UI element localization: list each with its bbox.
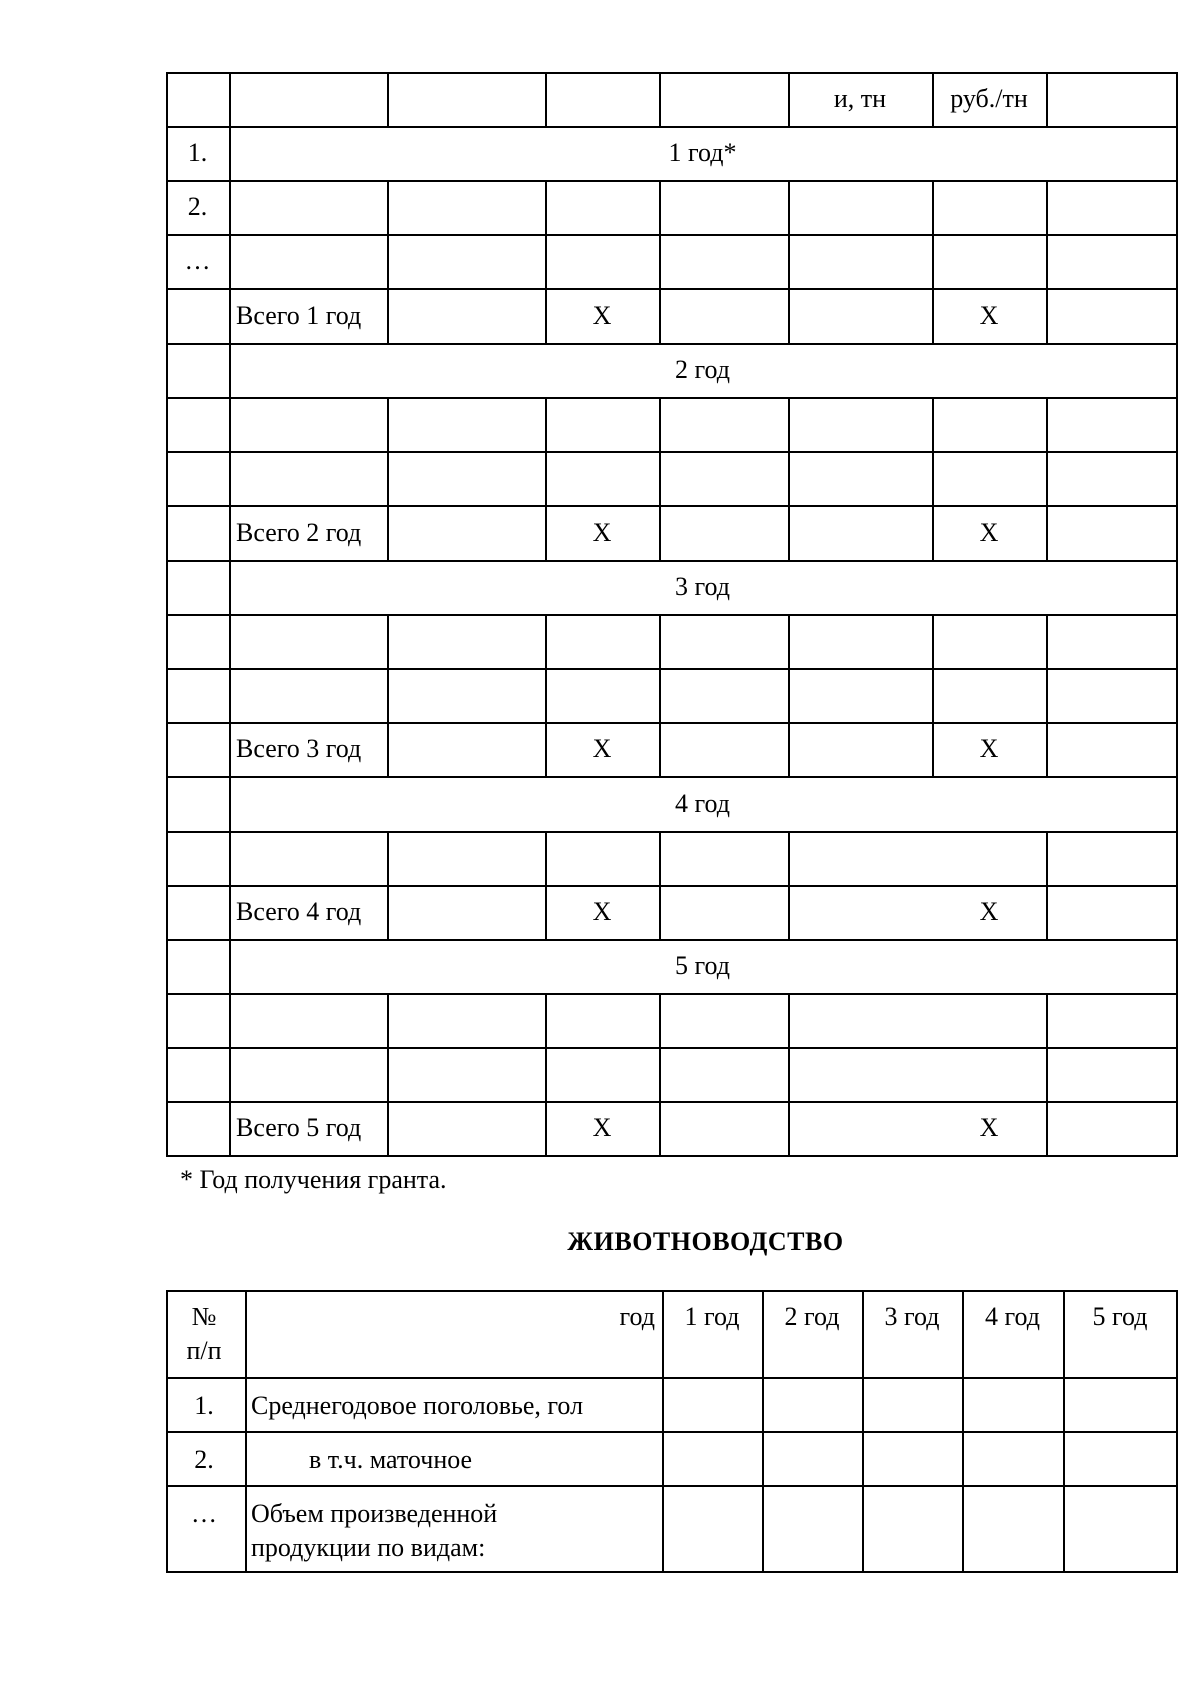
table-rule (1046, 72, 1048, 128)
table-rule (788, 234, 790, 290)
section-title: ЖИВОТНОВОДСТВО (567, 1227, 844, 1256)
table-rule (788, 451, 790, 507)
table-rule (788, 1047, 790, 1103)
table-rule (788, 993, 790, 1049)
table-rule (788, 288, 790, 345)
table-rule (387, 234, 389, 290)
table-rule (166, 668, 1178, 670)
table-rule (166, 1047, 1178, 1049)
table-rule (788, 614, 790, 670)
table-rule (659, 1047, 661, 1103)
table-rule (1176, 72, 1178, 1157)
table-rule (659, 234, 661, 290)
table-rule (1046, 668, 1048, 724)
table-rule (387, 72, 389, 128)
row-label-line-1: Объем произведенной (251, 1499, 498, 1528)
x-mark: Х (979, 734, 999, 763)
table-rule (788, 180, 790, 236)
table-rule (659, 397, 661, 453)
table-rule (1046, 885, 1048, 941)
table-rule (387, 614, 389, 670)
table-rule (1046, 1101, 1048, 1157)
row-number: 1. (187, 138, 208, 167)
table-rule (1046, 288, 1048, 345)
table-rule (166, 1155, 1178, 1157)
table-rule (659, 831, 661, 887)
x-mark: Х (979, 300, 999, 330)
x-mark: Х (592, 300, 612, 330)
table-rule (545, 1047, 547, 1103)
total-row-label: Всего 3 год (236, 734, 362, 763)
table-rule (166, 831, 1178, 833)
table-rule (387, 831, 389, 887)
year-column-1: 1 год (684, 1302, 740, 1331)
table-rule (545, 72, 547, 128)
table-rule (1046, 614, 1048, 670)
table-rule (788, 1101, 790, 1157)
table-rule (1046, 180, 1048, 236)
year-column-4: 4 год (985, 1302, 1040, 1331)
x-mark: Х (592, 734, 612, 763)
table-rule (245, 1290, 247, 1573)
table-rule (166, 1571, 1178, 1573)
table-rule (1046, 505, 1048, 562)
year-section-header: 2 год (675, 355, 730, 384)
table-rule (387, 451, 389, 507)
x-mark: Х (592, 897, 612, 926)
table-rule (1046, 993, 1048, 1049)
table-rule (545, 234, 547, 290)
label-header-year: год (619, 1302, 655, 1331)
table-rule (962, 1290, 964, 1573)
table-rule (659, 722, 661, 778)
table-rule (659, 885, 661, 941)
table-rule (387, 1047, 389, 1103)
year-section-header: 4 год (675, 788, 730, 818)
table-rule (1176, 1290, 1178, 1573)
table-rule (166, 451, 1178, 453)
table-rule (166, 1290, 1178, 1292)
year-section-header: 1 год* (668, 138, 737, 167)
table-rule (659, 668, 661, 724)
year-section-header: 5 год (675, 951, 730, 980)
total-row-label: Всего 1 год (236, 300, 362, 330)
table-rule (1046, 1047, 1048, 1103)
x-mark: Х (592, 517, 612, 547)
table-rule (788, 668, 790, 724)
table-rule (387, 993, 389, 1049)
table-rule (545, 668, 547, 724)
table-rule (1046, 234, 1048, 290)
row-number: 2. (187, 192, 208, 221)
row-number: … (191, 1499, 217, 1528)
table-rule (762, 1290, 764, 1573)
year-column-2: 2 год (784, 1302, 840, 1331)
table-rule (659, 288, 661, 345)
footnote: * Год получения гранта. (180, 1165, 447, 1194)
table-rule (229, 72, 231, 1157)
row-number: 2. (194, 1445, 214, 1474)
table-rule (932, 668, 934, 724)
table-rule (545, 397, 547, 453)
table-rule (659, 505, 661, 562)
total-row-label: Всего 4 год (236, 897, 362, 926)
row-label: в т.ч. маточное (309, 1445, 473, 1474)
table-rule (387, 397, 389, 453)
table-rule (659, 451, 661, 507)
table-rule (788, 885, 790, 941)
column-header-unit-rub-tn: руб./тн (950, 84, 1028, 113)
table-rule (1046, 831, 1048, 887)
x-mark: Х (979, 897, 999, 926)
row-label: Среднегодовое поголовье, гол (251, 1391, 584, 1420)
total-row-label: Всего 2 год (236, 517, 362, 547)
table-rule (1046, 722, 1048, 778)
table-rule (932, 180, 934, 236)
table-rule (166, 397, 1178, 399)
num-header-symbol: № (191, 1302, 217, 1331)
x-mark: Х (979, 1113, 999, 1142)
table-rule (166, 1485, 1178, 1487)
table-rule (932, 451, 934, 507)
row-label-line-2: продукции по видам: (251, 1533, 486, 1562)
row-number: 1. (194, 1391, 214, 1420)
table-rule (662, 1290, 664, 1573)
table-rule (659, 993, 661, 1049)
table-rule (788, 505, 790, 562)
num-header-abbr: п/п (186, 1336, 222, 1365)
table-rule (545, 993, 547, 1049)
table-rule (659, 1101, 661, 1157)
table-rule (1046, 451, 1048, 507)
table-rule (387, 668, 389, 724)
table-rule (1063, 1290, 1065, 1573)
table-rule (659, 72, 661, 128)
table-rule (166, 180, 1178, 182)
table-rule (932, 614, 934, 670)
year-section-header: 3 год (675, 572, 730, 601)
table-rule (166, 234, 1178, 236)
x-mark: Х (979, 517, 999, 547)
table-rule (788, 831, 790, 887)
table-rule (1046, 397, 1048, 453)
table-rule (545, 451, 547, 507)
table-rule (166, 1431, 1178, 1433)
year-column-5: 5 год (1092, 1302, 1148, 1331)
table-rule (545, 180, 547, 236)
table-rule (545, 614, 547, 670)
x-mark: Х (592, 1113, 612, 1142)
table-rule (932, 234, 934, 290)
table-rule (166, 614, 1178, 616)
table-rule (166, 993, 1178, 995)
year-column-3: 3 год (884, 1302, 940, 1331)
total-row-label: Всего 5 год (236, 1113, 362, 1142)
column-header-unit-tn: и, тн (833, 84, 887, 113)
table-rule (166, 1290, 168, 1573)
table-rule (659, 180, 661, 236)
row-number: … (184, 246, 211, 275)
table-rule (545, 831, 547, 887)
table-rule (788, 397, 790, 453)
table-rule (862, 1290, 864, 1573)
table-rule (659, 614, 661, 670)
table-rule (788, 722, 790, 778)
table-rule (166, 1377, 1178, 1379)
table-rule (387, 180, 389, 236)
table-rule (932, 397, 934, 453)
